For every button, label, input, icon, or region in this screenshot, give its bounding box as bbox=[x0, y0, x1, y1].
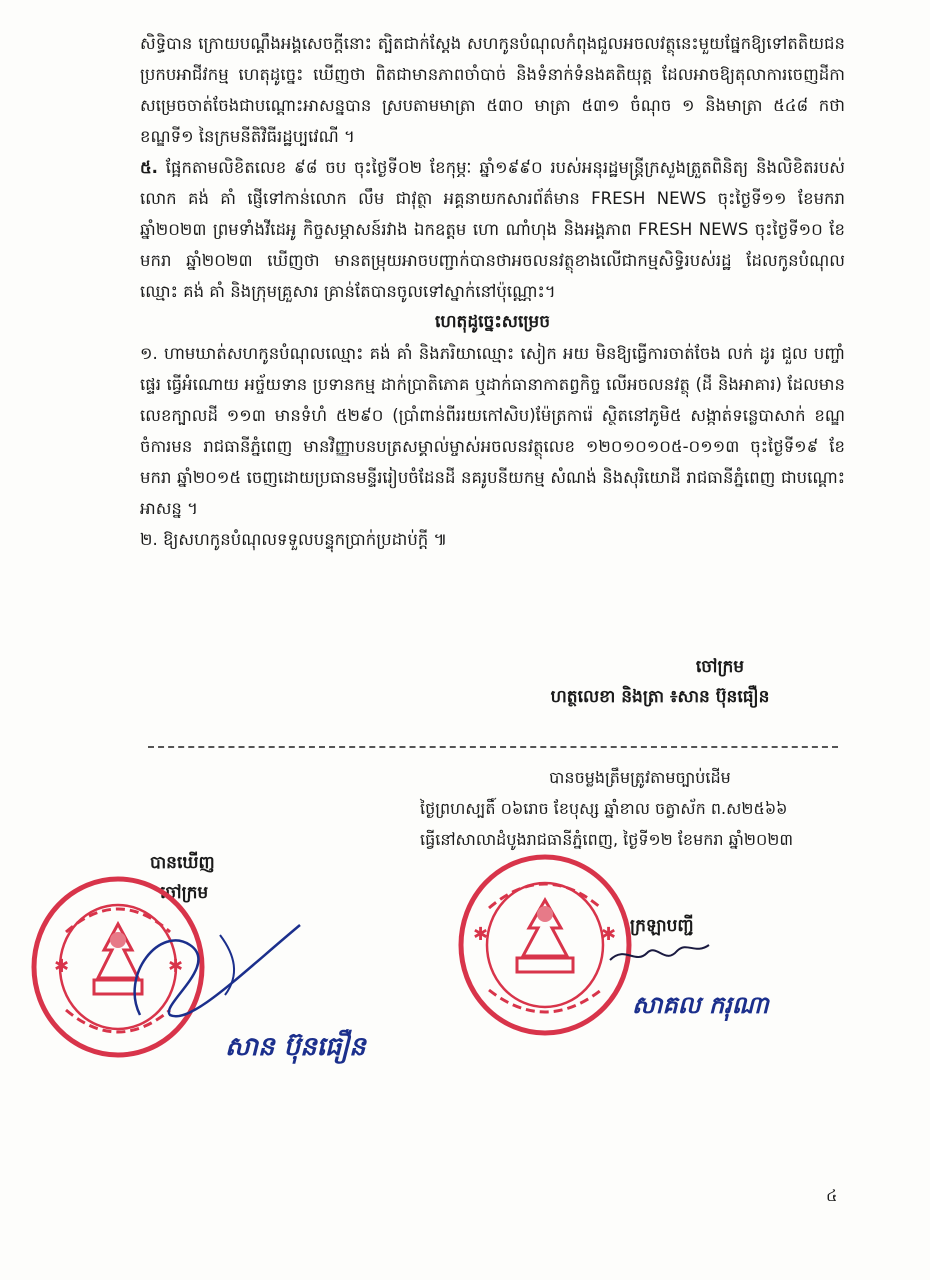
certified-copy-block bbox=[420, 762, 860, 855]
dashed-divider bbox=[148, 746, 838, 748]
judge-signature-block bbox=[470, 652, 850, 712]
paragraph-5-number: ៥. bbox=[140, 158, 158, 177]
decision-heading: ហេតុដូច្នេះសម្រេច bbox=[434, 312, 551, 332]
lunar-date-line: ថ្ងៃព្រហស្បតិ៍ ០៦រោច ខែបុស្ស ឆ្នាំខាល ចត្វាស័ក ព.ស២៥៦៦ bbox=[420, 799, 788, 818]
seen-judge-label: ចៅក្រម bbox=[160, 883, 209, 903]
svg-text:✱: ✱ bbox=[473, 924, 489, 945]
svg-text:✱: ✱ bbox=[54, 956, 70, 977]
seen-label: បានឃើញ bbox=[150, 853, 215, 873]
judge-name: សាន ប៊ុនធឿន bbox=[225, 1032, 366, 1062]
certified-copy-title: បានចម្លងត្រឹមត្រូវតាមច្បាប់ដើម bbox=[549, 768, 731, 787]
svg-text:✱: ✱ bbox=[168, 956, 184, 977]
paragraph-continued: សិទ្ធិបាន ក្រោយបណ្តឹងអង្គសេចក្តីនោះ ត្បិតជាក់ស្តែង សហកូនបំណុលកំពុងជួលអចលវត្ថុនេះមួយផ្នែកឱ្យទៅតតិយជនប្រកបអាជីវកម្ម ហេតុដូច្នេះ ឃើញថា ពិតជាមានភាពចាំបាច់ និងទំនាក់ទំនងគតិយុត្ត ដែលអាចឱ្យតុលាការចេញដីកាសម្រេចចាត់ចែងជាបណ្តោះអាសន្នបាន ស្របតាមមាត្រា ៥៣០ មាត្រា ៥៣១ ចំណុច ១ និងមាត្រា ៥៤៨ កថាខណ្ឌទី១ នៃក្រមនីតិវិធីរដ្ឋប្បវេណី ។ bbox=[140, 34, 845, 146]
clerk-office-label: ក្រឡាបញ្ជី bbox=[630, 916, 694, 936]
paragraph-5-text: ផ្អែកតាមលិខិតលេខ ៩៨ ចប ចុះថ្ងៃទី០២ ខែកុម្ភៈ ឆ្នាំ១៩៩០ របស់អនុរដ្ឋមន្ត្រីក្រសួងត្រួតពិនិត្យ និងលិខិតរបស់លោក គង់ គាំ ផ្ញើទៅកាន់លោក លឹម ជាវុត្ថា អគ្គនាយកសារព័ត៌មាន FRESH NEWS ចុះថ្ងៃទី១១ ខែមករា ឆ្នាំ២០២៣ ព្រមទាំងវីដេអូ កិច្ចសម្ភាសន៍រវាង ឯកឧត្តម ហោ ណាំហុង និងអង្គភាព FRESH NEWS ចុះថ្ងៃទី១០ ខែមករា ឆ្នាំ២០២៣ ឃើញថា មានតម្រុយអាចបញ្ជាក់បានថាអចលនវត្ថុខាងលើជាកម្មសិទ្ធិរបស់រដ្ឋ ដែលកូនបំណុលឈ្មោះ គង់ គាំ និងក្រុមគ្រួសារ គ្រាន់តែបានចូលទៅស្នាក់នៅប៉ុណ្ណោះ។ bbox=[140, 158, 845, 301]
place-date-line: ធ្វើនៅសាលាដំបូងរាជធានីភ្នំពេញ, ថ្ងៃទី១២ ខែមករា ឆ្នាំ២០២៣ bbox=[420, 830, 794, 849]
page-number: ៤ bbox=[826, 1186, 838, 1205]
clerk-signature-icon bbox=[605, 925, 715, 975]
decision-item-1: ១. ហាមឃាត់សហកូនបំណុលឈ្មោះ គង់ គាំ និងភរិយាឈ្មោះ សៀក អយ មិនឱ្យធ្វើការចាត់ចែង លក់ ដូរ ជួល បញ្ចាំ ផ្ទេរ ធ្វើអំណោយ អច្ច័យទាន ប្រទានកម្ម ដាក់ប្រាតិភោគ ឬដាក់ធានាកាតព្វកិច្ច លើអចលនវត្ថុ (ដី និងអាគារ) ដែលមានលេខក្បាលដី ១១៣ មានទំហំ ៥២៩០ (ប្រាំពាន់ពីររយកៅសិប)ម៉ែត្រការ៉េ ស្ថិតនៅភូមិ៥ សង្កាត់ទន្លេបាសាក់ ខណ្ឌចំការមន រាជធានីភ្នំពេញ មានវិញ្ញាបនបត្រសម្គាល់ម្ចាស់អចលនវត្ថុលេខ ១២០១០១០៥-០១១៣ ចុះថ្ងៃទី១៩ ខែមករា ឆ្នាំ២០១៥ ចេញដោយប្រធានមន្ទីររៀបចំដែនដី នគរូបនីយកម្ម សំណង់ និងសុរិយោដី រាជធានីភ្នំពេញ ជាបណ្តោះអាសន្ន ។ bbox=[140, 344, 845, 518]
decision-item-2: ២. ឱ្យសហកូនបំណុលទទួលបន្ទុកប្រាក់ប្រដាប់ក្តី ៕ bbox=[140, 530, 448, 549]
svg-text:✱: ✱ bbox=[601, 924, 617, 945]
signature-seal-line: ហត្ថលេខា និងត្រា ៖សាន ប៊ុនធឿន bbox=[550, 687, 770, 707]
document-body bbox=[140, 28, 845, 555]
clerk-name: សាគល ករុណា bbox=[632, 991, 769, 1019]
paragraph-5 bbox=[140, 152, 845, 307]
judge-signature-icon bbox=[100, 905, 330, 1025]
judge-label: ចៅក្រម bbox=[695, 657, 745, 677]
